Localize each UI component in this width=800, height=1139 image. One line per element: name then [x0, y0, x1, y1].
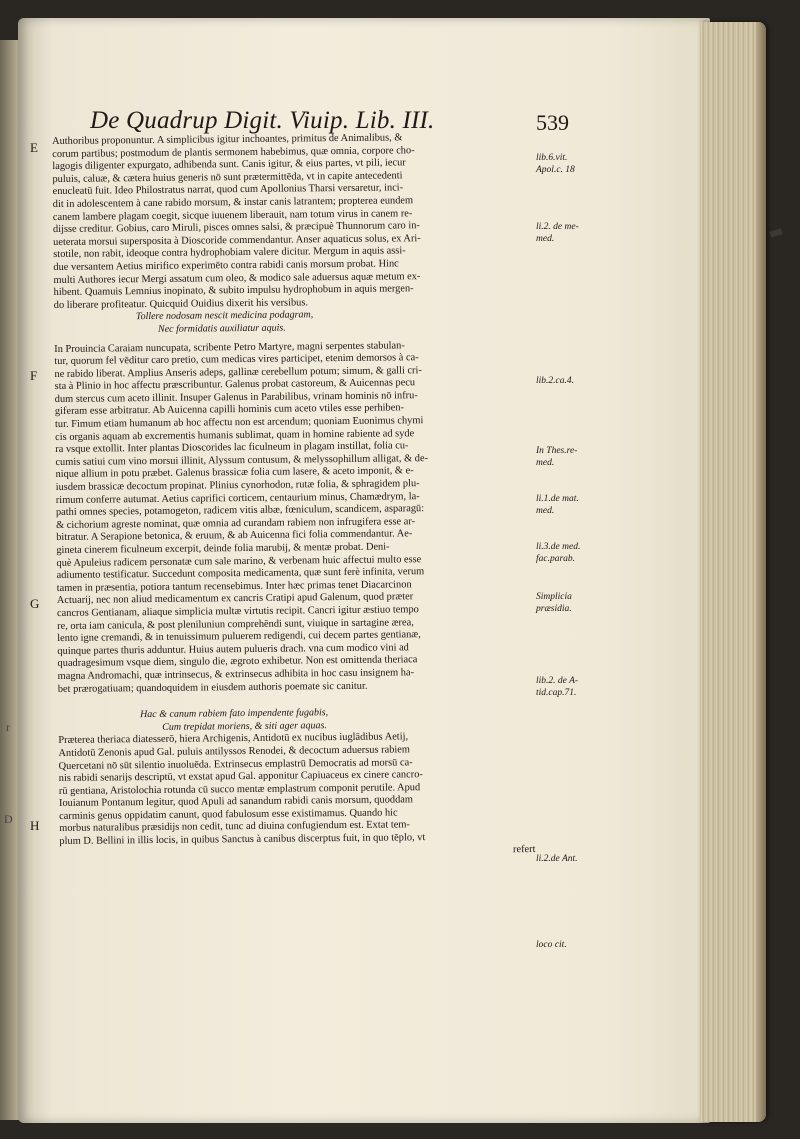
- verse-line: Cum trepidat moriens, & siti ager aquas.: [162, 719, 327, 733]
- text-line: dijsse creditur. Gobius, caro Miruli, pisces omnes salsi, & præcipuè Thunnorum caro in-: [52, 220, 420, 236]
- text-line: dum stercus cum aceto illinit. Insuper Galenus in Parabilibus, vrinam hominis nō infru-: [54, 390, 418, 405]
- margin-note: med.: [536, 506, 555, 516]
- text-line: canem lambere plagam coegit, sicque iuuenem liberauit, nam totum virus in canem re-: [52, 207, 413, 223]
- text-line: due versantem Aetius mirifico experimēto contra rabidi canis morsum probat. Hinc: [53, 258, 399, 273]
- margin-note: Simplicia: [536, 592, 572, 602]
- margin-note: li.3.de med.: [536, 542, 581, 552]
- paragraph-g: [56, 515, 534, 696]
- text-line: cancros Gentianam, aliaque simplicia multæ virtutis recipit. Cancri igitur æstiuo tempo: [56, 604, 419, 619]
- text-line: bet prærogatiuam; quandoquidem in eiusdem authoris poemate sic canitur.: [57, 680, 368, 695]
- text-line: tur, quorum fel vēditur caro pretio, cum medicas vires participet, etenim demorsos à ca-: [54, 352, 419, 368]
- margin-note: In Thes.re-: [536, 446, 578, 456]
- text-line: rū gentiana, Aristolochia rotunda cū succo mentæ emplastrum componit perutile. Apud: [58, 781, 421, 797]
- text-line: corum partibus; postmodum de plantis sermonem habebimus, quæ omnia, corpore cho-: [52, 144, 415, 160]
- text-line: puluis, caluæ, & cætera huius generis nō sunt prætermittēda, vt in capite antecedenti: [52, 170, 403, 185]
- text-line: iusdem brassicæ decoctum propinat. Plinius cynorhodon, rutæ folia, & sphragidem plu-: [55, 478, 420, 494]
- text-line: ne rabido liberat. Amplius Anseris adeps, gallinæ cerebellum potum; simum, & galli cri-: [54, 364, 422, 380]
- margin-note: loco cit.: [536, 940, 567, 950]
- text-line: adiumento testificatur. Succedunt composita medicamenta, quæ sunt ferè infinita, verum: [56, 566, 425, 582]
- text-line: ueterata morsui supersposita à Dioscoride commendantur. Anser aquaticus solus, ex Ari-: [53, 232, 421, 248]
- text-line: nis rabidi senarijs descriptū, vt exstat apud Gal. apponitur Capiuaceus ex cinere cancro-: [58, 769, 423, 785]
- text-line: bitratur. A Serapione betonica, & eruum, & ab Auicenna fici folia commendantur. Ae-: [56, 528, 413, 544]
- text-line: Quercetani nō sūt silentio inuoluēda. Extrinsecus emplastrū Democratis ad morsū ca-: [58, 756, 413, 772]
- text-line: tur. Fimum etiam humanum ab hoc affectu non est arcendum; quoniam Euonimus chymi: [54, 415, 424, 431]
- text-line: dit in adolescentem à cane rabido morsum, & instar canis latrantem; propterea eundem: [52, 195, 414, 210]
- main-text-column: [52, 131, 536, 861]
- text-line: re, orta iam canicula, & post pleniluniun comprehēndi sunt, viuique in sartagine ærea,: [57, 616, 414, 632]
- left-page-mark-1: r: [6, 720, 10, 734]
- text-line: Iouianum Pontanum legitur, quod Apuli ad sanandum rabidi canis morsum, quoddam: [58, 794, 414, 810]
- page-number: 539: [536, 110, 569, 135]
- margin-note: li.2. de me-: [536, 222, 579, 232]
- text-line: quadragesimum vsque diem, singulo die, ægroto exhibetur. Non est omittenda theriaca: [57, 654, 418, 670]
- section-letter-f: F: [30, 368, 38, 383]
- margin-note: li.2.de Ant.: [536, 854, 578, 864]
- left-page-mark-2: D: [4, 812, 13, 826]
- margin-note: med.: [536, 458, 555, 468]
- paragraph-f: [54, 339, 532, 520]
- text-line: multi Authores iecur Mergi assatum cum oleo, & modico sale aduersus aquæ metum ex-: [53, 270, 421, 286]
- text-line: lento igne cremandi, & in tenuissimum puluerem redigendi, cui decem partes gentianæ,: [57, 629, 421, 645]
- text-line: lagogis diligenter expurgato, adhibenda sunt. Canis igitur, & eius partes, vt pili, iecur: [52, 157, 406, 173]
- bookmark-tab: [769, 228, 782, 237]
- margin-note: li.1.de mat.: [536, 494, 579, 504]
- paragraph-e: [52, 131, 530, 312]
- text-line: nique allium in potu præbet. Galenus brassicæ folia cum lasere, & aceto imponit, & e-: [55, 465, 414, 481]
- catchword: refert: [512, 843, 536, 855]
- running-head: De Quadrup Digit. Viuip. Lib. III.: [90, 107, 435, 134]
- text-line: cumis satiui cum vino morsui illinit, Alyssum contusum, & melyssophillum alligat, & de-: [55, 452, 429, 468]
- margin-note: lib.2.ca.4.: [536, 376, 574, 386]
- text-line: do liberare profiteatur. Quicquid Ouidius dixerit his versibus.: [53, 297, 309, 311]
- section-letter-g: G: [30, 596, 40, 611]
- verse-line: Nec formidatis auxiliatur aquis.: [157, 322, 286, 335]
- text-line: enucleatū fuit. Ideo Philostratus narrat, quod cum Apollonius Tharsi versaretur, inci-: [52, 182, 404, 198]
- text-line: Actuarij, nec non aliud medicamentum ex cancris Cratipi apud Galenum, quod præter: [56, 591, 414, 607]
- text-line: quinque partes thuris adduntur. Huius autem pulueris drach. vna cum modico vini ad: [57, 642, 409, 657]
- margin-note: præsidia.: [536, 604, 572, 614]
- text-line: morbus naturalibus præsidijs non cedit, tunc ad diuina confugiendum est. Extat tem-: [59, 819, 410, 835]
- paragraph-h: [58, 730, 535, 861]
- text-line: Authoribus proponuntur. A simplicibus igitur inchoantes, primitus de Animalibus, &: [52, 132, 403, 147]
- section-letter-e: E: [30, 140, 38, 155]
- margin-note: tid.cap.71.: [536, 688, 577, 698]
- text-line: Præterea theriaca diatesserō, hiera Archigenis, Antidotū ex nucibus iuglādibus Aetij,: [58, 731, 409, 747]
- text-line: pathi omnes species, potamogeton, radicem vitis albæ, fœniculum, scandicem, asparagū:: [55, 503, 425, 519]
- margin-note: lib.2. de A-: [536, 676, 579, 686]
- text-line: carminis genus oppidatim canunt, quod fabulosum esse existimamus. Quando hic: [59, 807, 398, 822]
- margin-note: lib.6.vit.: [536, 153, 568, 163]
- text-line: gineta cinerem ficulneum excerpit, deinde folia marubij, & mentæ probat. Deni-: [56, 541, 390, 556]
- text-line: plum D. Bellini in illis locis, in quibus Sanctus à canibus discerptus fuit, in quo tēplo, vt: [59, 832, 426, 848]
- text-line: cis organis aquam ab excrementis humanis sublimat, quam in homine rabiente ad syde: [55, 427, 415, 443]
- margin-note: fac.parab.: [536, 554, 576, 564]
- text-line: ra vsque extollit. Inter plantas Dioscorides lac ficulneum in plagam instillat, folia cu-: [55, 440, 409, 456]
- verse-line: Tollere nodosam nescit medicina podagram,: [135, 309, 314, 323]
- text-line: stotile, non rabit, ideoque contra hydrophobiam valere dicitur. Mergum in aquis assi-: [53, 245, 406, 261]
- margin-note: med.: [536, 234, 555, 244]
- section-letter-h: H: [30, 818, 40, 833]
- text-line: magna Andromachi, quæ intrinsecus, & extrinsecus adhibita in hoc casu insignem ha-: [57, 667, 415, 682]
- text-line: sta à Plinio in hoc affectu præscribuntur. Galenus probat castoreum, & Auicennas pecu: [54, 377, 416, 393]
- margin-note: Apol.c. 18: [536, 165, 575, 175]
- text-line: què Apuleius radicem personatæ cum sale marino, & verbenam huic affectui multo esse: [56, 553, 422, 569]
- text-line: Antidotū Zenonis apud Gal. puluis antilyssos Renodei, & decoctum aduersus rabiem: [58, 744, 411, 759]
- text-line: rimum conferre autumat. Aetius caprifici corticem, centaurium minus, Chamædrym, la-: [55, 490, 420, 506]
- verse-line: Hac & canum rabiem fato impendente fugabis,: [140, 707, 329, 721]
- text-line: tamen in præsentia, potiora tantum recensebimus. Inter hæc primas tenet Diacarcinon: [56, 579, 412, 594]
- page-block-edges: [700, 22, 766, 1122]
- text-line: & cichorium agreste nominat, quæ omnia ad curandam rabiem non infrugifera esse ar-: [56, 516, 416, 531]
- text-line: In Prouincia Caraiam nuncupata, scribente Petro Martyre, magni serpentes stabulan-: [54, 339, 405, 355]
- text-line: hibent. Quamuis Lemnius inopinato, & subito impulsu hydrophobum in aquis mergen-: [53, 283, 414, 299]
- text-line: giferam esse arbitratur. Ab Auicenna capilli hominis cum aceto vtiles esse perhiben-: [54, 402, 405, 418]
